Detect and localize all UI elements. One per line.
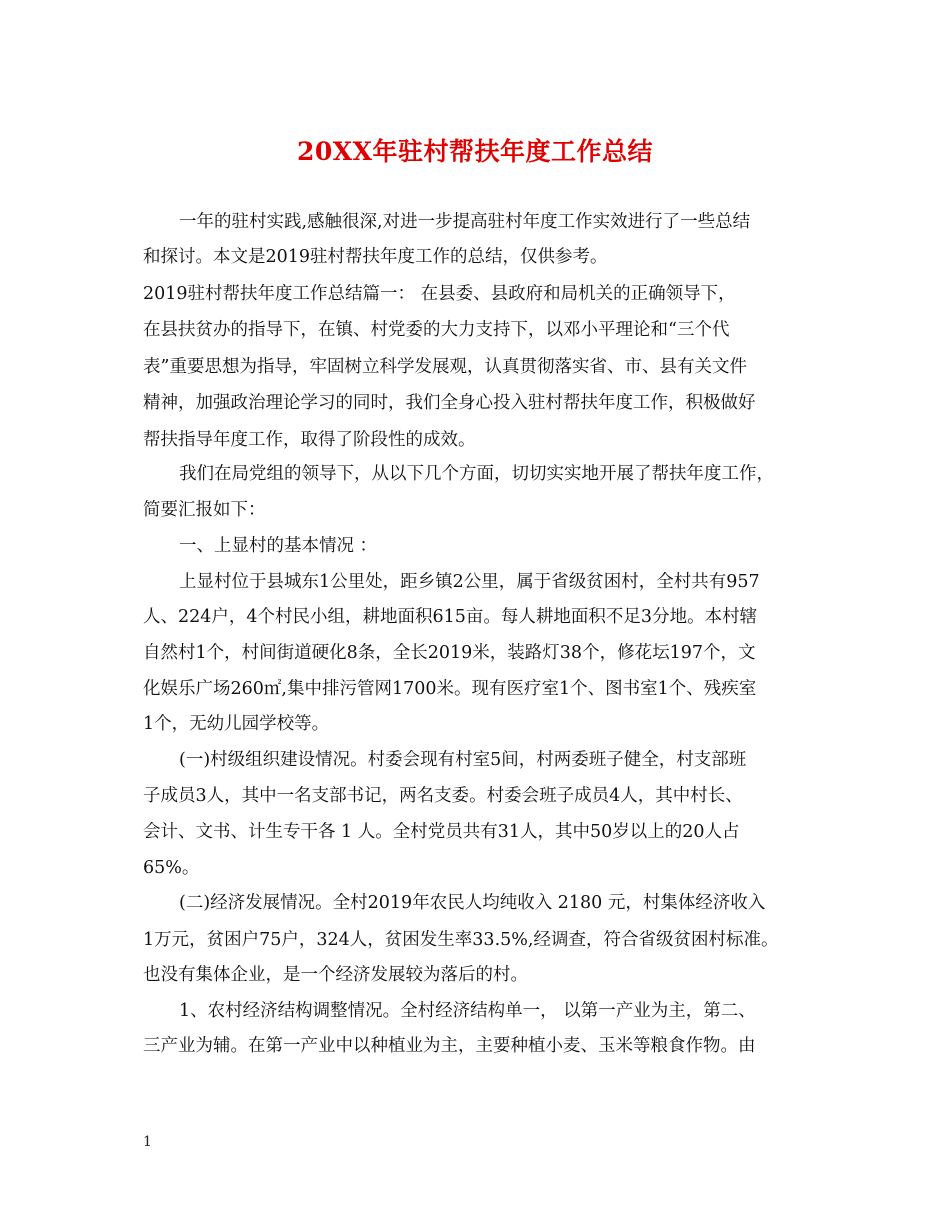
document-title: 20XX年驻村帮扶年度工作总结 bbox=[296, 137, 654, 166]
paragraph-line: 化娱乐广场260㎡,集中排污管网1700米。现有医疗室1个、图书室1个、残疾室 bbox=[143, 679, 757, 699]
paragraph-line: 我们在局党组的领导下，从以下几个方面，切切实实地开展了帮扶年度工作， bbox=[179, 464, 774, 484]
paragraph-line: 和探讨。本文是2019驻村帮扶年度工作的总结，仅供参考。 bbox=[143, 247, 608, 267]
paragraph-line: 也没有集体企业，是一个经济发展较为落后的村。 bbox=[143, 965, 528, 985]
paragraph-line: 人、224户，4个村民小组，耕地面积615亩。每人耕地面积不足3分地。本村辖 bbox=[143, 607, 758, 627]
paragraph-line: 三产业为辅。在第一产业中以种植业为主，主要种植小麦、玉米等粮食作物。由 bbox=[143, 1036, 756, 1056]
page-number: 1 bbox=[143, 1134, 152, 1150]
paragraph-line: 1万元，贫困户75户，324人，贫困发生率33.5%,经调查，符合省级贫困村标准。 bbox=[143, 930, 779, 950]
paragraph-line: 1、农村经济结构调整情况。全村经济结构单一， 以第一产业为主，第二、 bbox=[179, 1001, 756, 1021]
paragraph-line: (一)村级组织建设情况。村委会现有村室5间，村两委班子健全，村支部班 bbox=[179, 750, 747, 770]
paragraph-line: 精神，加强政治理论学习的同时，我们全身心投入驻村帮扶年度工作，积极做好 bbox=[143, 393, 756, 413]
paragraph-line: 65%。 bbox=[143, 858, 200, 878]
paragraph-line: 1个，无幼儿园学校等。 bbox=[143, 714, 330, 734]
paragraph-line: 会计、文书、计生专干各 1 人。全村党员共有31人，其中50岁以上的20人占 bbox=[143, 822, 740, 842]
paragraph-line: 在县扶贫办的指导下，在镇、村党委的大力支持下，以邓小平理论和“三个代 bbox=[143, 320, 730, 340]
paragraph-line: 自然村1个，村间街道硬化8条，全长2019米，装路灯38个，修花坛197个，文 bbox=[143, 643, 756, 663]
paragraph-line: 简要汇报如下： bbox=[143, 500, 266, 520]
paragraph-line: 帮扶指导年度工作，取得了阶段性的成效。 bbox=[143, 430, 476, 450]
paragraph-line: (二)经济发展情况。全村2019年农民人均纯收入 2180 元，村集体经济收入 bbox=[179, 893, 766, 913]
paragraph-line: 子成员3人，其中一名支部书记，两名支委。村委会班子成员4人，其中村长、 bbox=[143, 786, 743, 806]
paragraph-line: 表”重要思想为指导，牢固树立科学发展观，认真贯彻落实省、市、县有关文件 bbox=[143, 357, 747, 377]
section-heading: 一、上显村的基本情况 ： bbox=[179, 536, 378, 556]
paragraph-line: 上显村位于县城东1公里处，距乡镇2公里，属于省级贫困村，全村共有957 bbox=[179, 572, 760, 592]
paragraph-line: 2019驻村帮扶年度工作总结篇一： 在县委、县政府和局机关的正确领导下， bbox=[143, 284, 736, 304]
paragraph-line: 一年的驻村实践,感触很深,对进一步提高驻村年度工作实效进行了一些总结 bbox=[179, 212, 751, 232]
